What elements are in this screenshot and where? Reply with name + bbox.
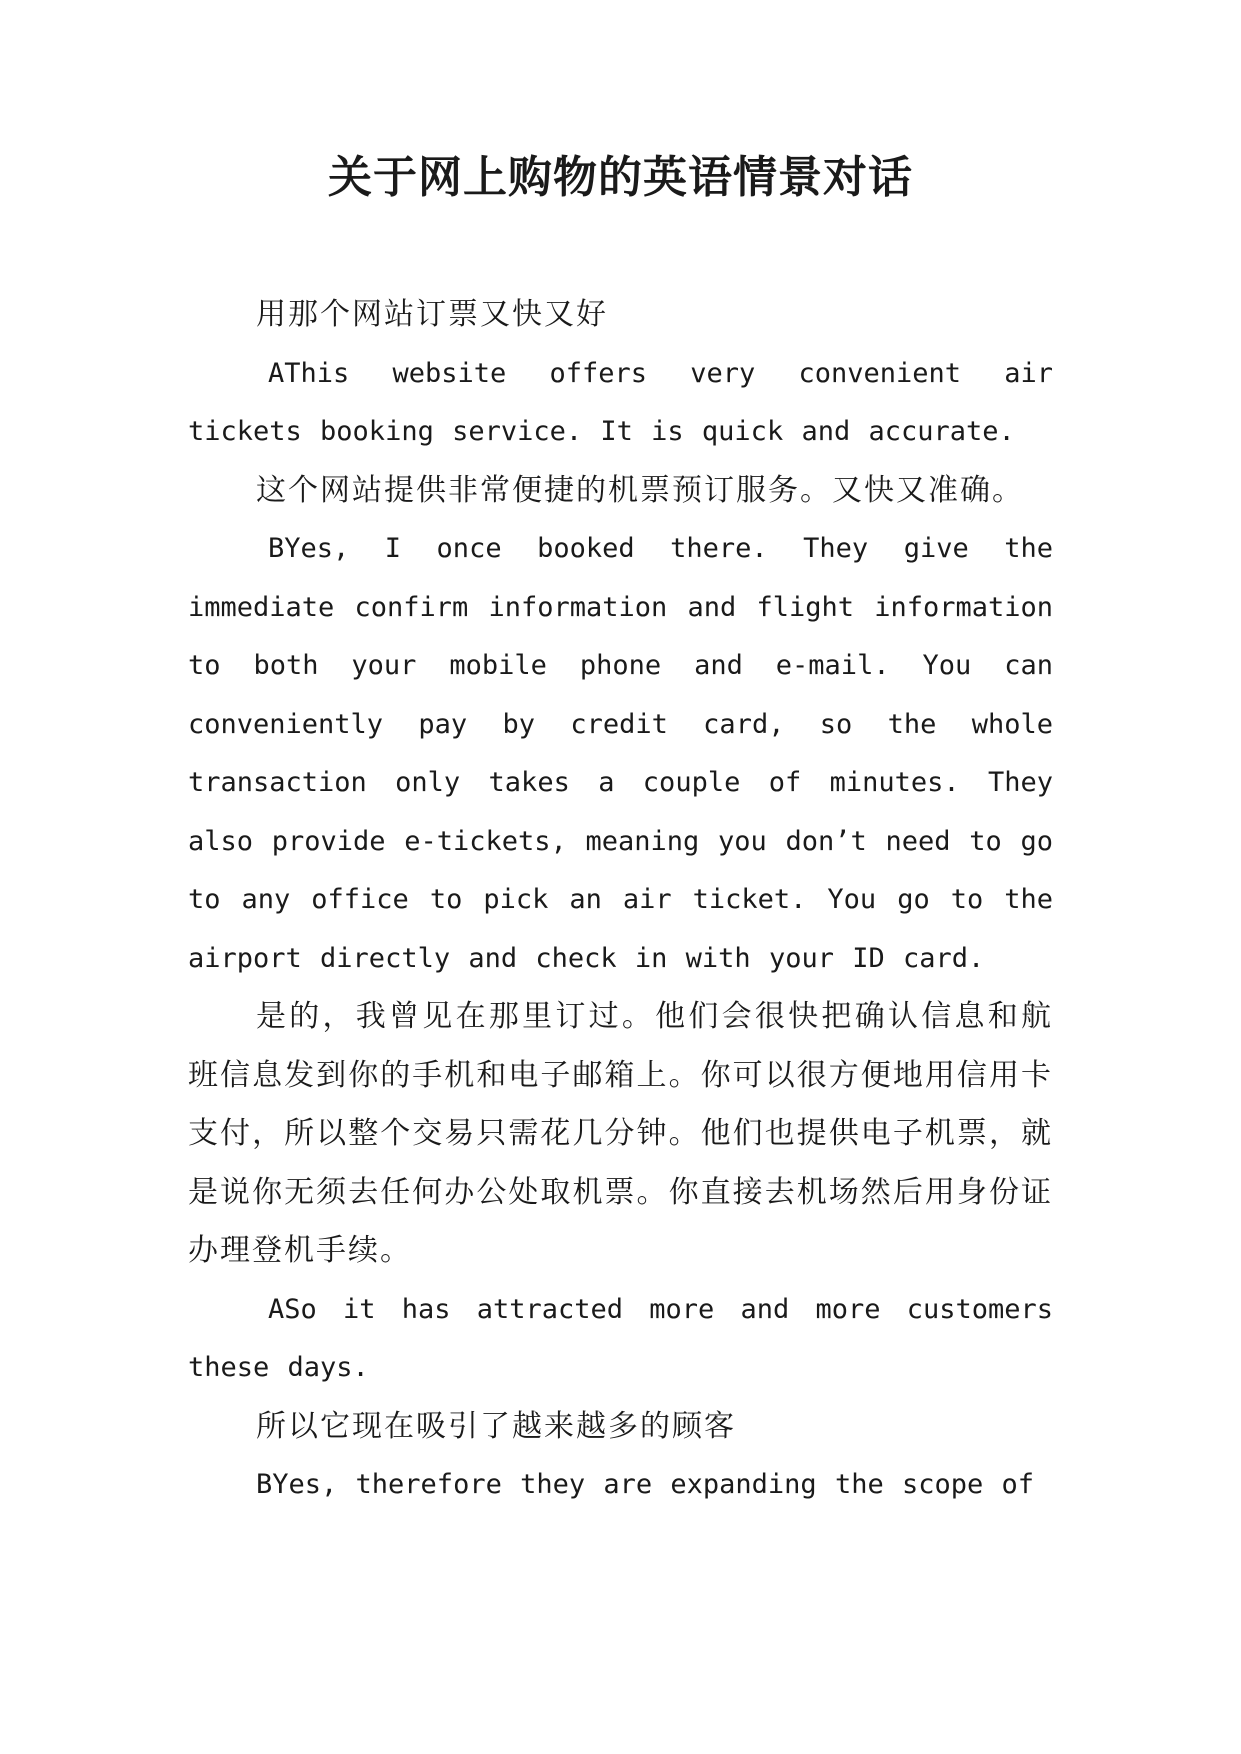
paragraph-zh-b1: 是的，我曾见在那里订过。他们会很快把确认信息和航班信息发到你的手机和电子邮箱上。你可以很方便地用信用卡支付，所以整个交易只需花几分钟。他们也提供电子机票，就是说你无须去任何办公处取机票。你直接去机场然后用身份证办理登机手续。 [188, 999, 1053, 1268]
paragraph-en-a1: AThis website offers very convenient air tickets booking service. It is quick and accurate. [188, 357, 1053, 447]
document-title: 关于网上购物的英语情景对话 [328, 152, 913, 203]
paragraph-en-a2: ASo it has attracted more and more customers these days. [188, 1293, 1053, 1383]
paragraph-en-b2: BYes, therefore they are expanding the scope of [256, 1469, 1035, 1500]
paragraph-zh-a1: 这个网站提供非常便捷的机票预订服务。又快又准确。 [256, 472, 1024, 508]
document-body [188, 286, 1053, 1515]
paragraph-en-b1: BYes, I once booked there. They give the immediate confirm information and flight information to both your mobile phone and e-mail. You can conveniently pay by credit card, so the whole transaction only takes a couple of minutes. They also provide e-tickets, meaning you don’t need to go to any office to pick an air ticket. You go to the airport directly and check in with your ID card. [188, 533, 1053, 974]
paragraph-zh-a2: 所以它现在吸引了越来越多的顾客 [256, 1408, 736, 1444]
paragraph-zh-intro: 用那个网站订票又快又好 [256, 297, 608, 332]
